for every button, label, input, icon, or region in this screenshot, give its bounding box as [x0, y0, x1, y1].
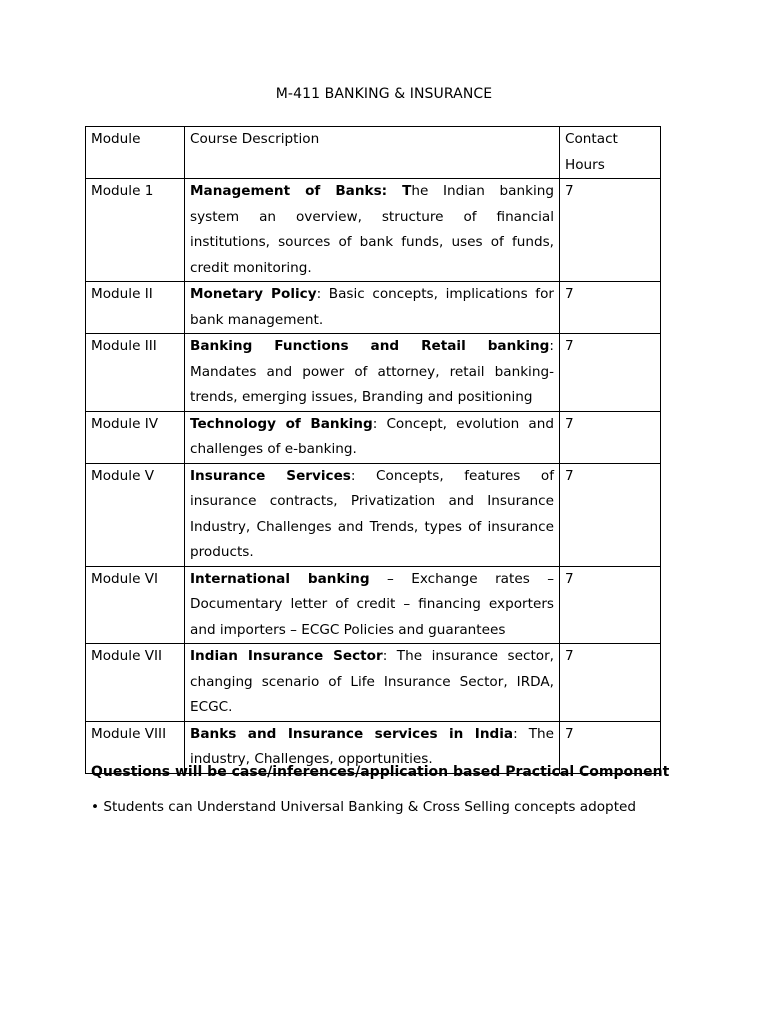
- module-name-cell: Module IV: [86, 411, 185, 463]
- module-name-cell: Module III: [86, 334, 185, 412]
- module-name-cell: Module II: [86, 282, 185, 334]
- document-title: M-411 BANKING & INSURANCE: [275, 86, 493, 102]
- contact-hours-cell: 7: [560, 721, 661, 773]
- contact-hours-cell: 7: [560, 179, 661, 282]
- module-name-cell: Module V: [86, 463, 185, 566]
- table-body: [86, 179, 661, 774]
- course-description-cell: [185, 334, 560, 412]
- module-name-cell: Module VI: [86, 566, 185, 644]
- description-text: – Exchange rates – Documentary letter of credit – financing exporters and importers – ECGC Policies and guarantees: [190, 570, 555, 638]
- description-heading: Banking Functions and Retail banking: [190, 338, 550, 354]
- description-heading: Management of Banks: T: [190, 183, 412, 199]
- table-row: [86, 282, 661, 334]
- table-row: [86, 411, 661, 463]
- contact-hours-cell: 7: [560, 463, 661, 566]
- course-description-cell: [185, 282, 560, 334]
- contact-hours-cell: 7: [560, 644, 661, 722]
- contact-hours-cell: 7: [560, 411, 661, 463]
- header-description: Course Description: [185, 127, 560, 179]
- course-description-cell: [185, 411, 560, 463]
- description-text: : The industry, Challenges, opportunities.: [190, 725, 555, 767]
- description-heading: Indian Insurance Sector: [190, 648, 383, 664]
- practical-list-item: • Students can Understand Universal Banking & Cross Selling concepts adopted: [91, 799, 637, 815]
- description-heading: Monetary Policy: [190, 286, 317, 302]
- module-name-cell: Module VIII: [86, 721, 185, 773]
- description-text: : Mandates and power of attorney, retail banking-trends, emerging issues, Branding and positioning: [190, 338, 554, 405]
- description-text: : Basic concepts, implications for bank management.: [190, 286, 554, 328]
- syllabus-table: [85, 126, 661, 774]
- contact-hours-cell: 7: [560, 566, 661, 644]
- description-heading: Insurance Services: [190, 467, 351, 484]
- description-text: he Indian banking system an overview, structure of financial institutions, sources of bank funds, uses of funds, credit monitoring.: [190, 183, 554, 276]
- contact-hours-cell: 7: [560, 282, 661, 334]
- description-heading: International banking: [190, 570, 370, 587]
- contact-hours-cell: 7: [560, 334, 661, 412]
- description-heading: Banks and Insurance services in India: [190, 725, 514, 742]
- course-description-cell: [185, 644, 560, 722]
- table-row: [86, 334, 661, 412]
- header-module: Module: [86, 127, 185, 179]
- description-heading: Technology of Banking: [190, 415, 373, 432]
- table-header-row: [86, 127, 661, 179]
- table-row: [86, 179, 661, 282]
- practical-heading: Questions will be case/inferences/application based Practical Component: [91, 764, 670, 780]
- table-row: [86, 463, 661, 566]
- table-row: [86, 566, 661, 644]
- course-description-cell: [185, 179, 560, 282]
- description-text: : Concepts, features of insurance contracts, Privatization and Insurance Industry, Challenges and Trends, types of insurance products.: [190, 467, 554, 560]
- description-text: : Concept, evolution and challenges of e-banking.: [190, 415, 554, 457]
- table-row: [86, 644, 661, 722]
- module-name-cell: Module 1: [86, 179, 185, 282]
- module-name-cell: Module VII: [86, 644, 185, 722]
- header-contact-hours: Contact Hours: [560, 127, 661, 179]
- description-text: : The insurance sector, changing scenario of Life Insurance Sector, IRDA, ECGC.: [190, 648, 555, 715]
- course-description-cell: [185, 566, 560, 644]
- course-description-cell: [185, 463, 560, 566]
